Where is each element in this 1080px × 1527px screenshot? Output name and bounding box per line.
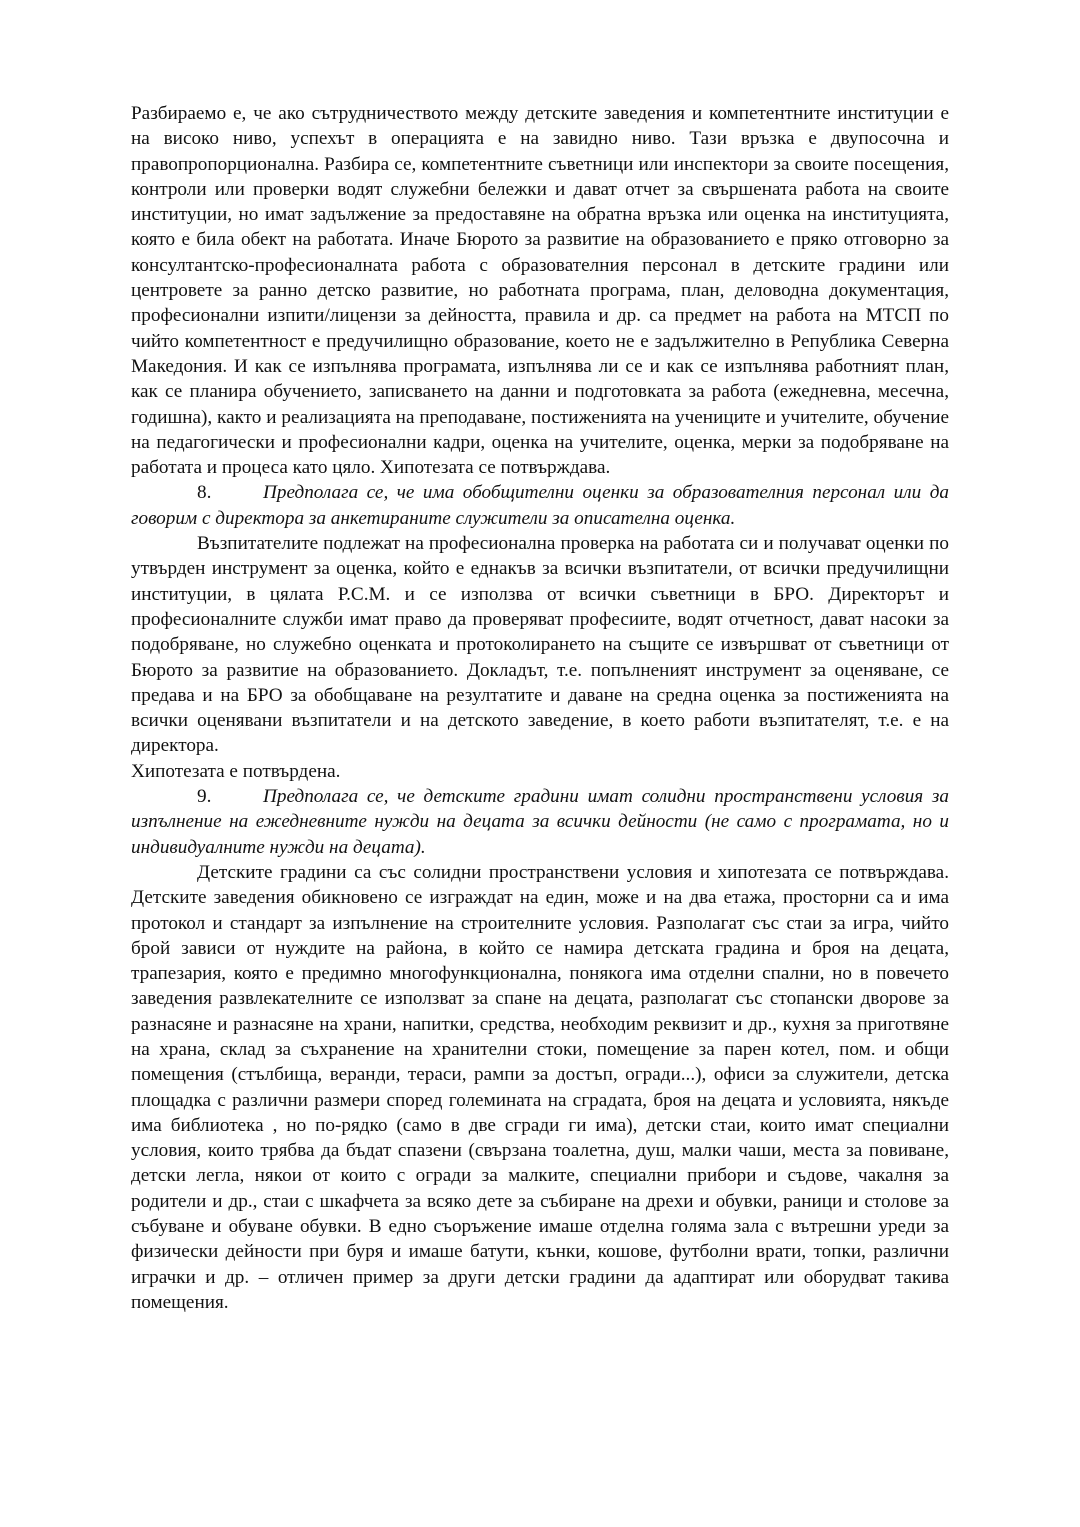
paragraph-cooperation: Разбираемо е, че ако сътрудничеството между детските заведения и компетентните институции е на високо ниво, успехът в операцията е на завидно ниво. Тази връзка е двупосочна и правопропорционална. Разбира се, компетентните съветници или инспектори за своите посещения, контроли или проверки водят служебни бележки и дават отчет за свършената работа на своите институции, но имат задължение за предоставяне на обратна връзка или оценка на институцията, която е била обект на работата. Иначе Бюрото за развитие на образованието е пряко отговорно за консултантско-професионалната работа с образователния персонал в детските градини или центровете за ранно детско развитие, но работната програма, план, деловодна документация, професионални изпити/лицензи за дейността, правила и др. са предмет на работа на МТСП по чийто компетентност е предучилищно образование, което не е задължително в Република Северна Македония. И как се изпълнява програмата, изпълнява ли се и как се изпълнява работният план, как се планира обучението, записването на данни и подготовката за работа (ежедневна, месечна, годишна), както и реализацията на преподаване, постиженията на учениците и учителите, обучение на педагогически и професионални кадри, оценка на учителите, оценка, мерки за подобряване на работата и процеса като цяло. Хипотезата се потвърждава. [131,103,949,479]
hypothesis-8-number: 8. [197,482,212,504]
hypothesis-8-text: Предполага се, че има обобщителни оценки за образователния персонал или да говорим с директора за анкетираните служители за описателна оценка. [131,482,949,529]
hypothesis-9 [131,784,949,860]
document-page [131,101,949,1315]
hypothesis-8 [131,480,949,531]
paragraph-spatial-conditions: Детските градини са със солидни пространствени условия и хипотезата се потвърждава. Детските заведения обикновено се изграждат на един, може и на два етажа, просторни са и има протокол и стандарт за изпълнение на строителните условия. Разполагат със стаи за игра, чийто брой зависи от нуждите на района, в който се намира детската градина и броя на децата, трапезария, която е предимно многофункционална, понякога има отделни спални, но в повечето заведения развлекателните се използват за спане на децата, разполагат със стопански дворове за разнасяне и разнасяне на храни, напитки, средства, необходим реквизит и др., кухня за приготвяне на храна, склад за съхранение на хранителни стоки, помещение за парен котел, пом. и общи помещения (стълбища, веранди, тераси, рампи за достъп, огради...), офиси за служители, детска площадка с различни размери според големината на сградата, броя на децата и условията, някъде има библиотека , но по-рядко (само в две сгради ги има), детски стаи, които имат специални условия, които трябва да бъдат спазени (свързана тоалетна, душ, малки чаши, места за повиване, детски легла, някои от които с огради за малките, специални прибори и съдове, чакалня за родители и др., стаи с шкафчета за всяко дете за събиране на дрехи и обувки, раници и столове за събуване и обуване обувки. В едно съоръжение имаше отделна голяма зала с вътрешни уреди за физически дейности при буря и имаше батути, кънки, кошове, футболни врати, топки, различни играчки и др. – отличен пример за други детски градини да адаптират или оборудват такива помещения. [131,861,949,1313]
paragraph-evaluation-conclusion: Хипотезата е потвърдена. [131,760,341,782]
hypothesis-9-text: Предполага се, че детските градини имат солидни пространствени условия за изпълнение на ежедневните нужди на децата за всички дейности (не само с програмата, но и индивидуалните нужди на децата). [131,786,949,858]
paragraph-evaluation: Възпитателите подлежат на професионална проверка на работата си и получават оценки по утвърден инструмент за оценка, който е еднакъв за всички възпитатели, от всички предучилищни институции, в цялата Р.С.М. и се използва от всички съветници в БРО. Директорът и професионалните служби имат право да проверяват професиите, водят отчетност, дават насоки за подобряване, но служебно оценката и протоколирането на същите се извършват от съветници от Бюрото за развитие на образованието. Докладът, т.е. попълненият инструмент за оценяване, се предава и на БРО за обобщаване на резултатите и даване на средна оценка за постиженията на всички оценявани възпитатели и на детското заведение, в което работи възпитателят, т.е. е на директора. [131,533,949,757]
hypothesis-9-number: 9. [197,786,212,808]
